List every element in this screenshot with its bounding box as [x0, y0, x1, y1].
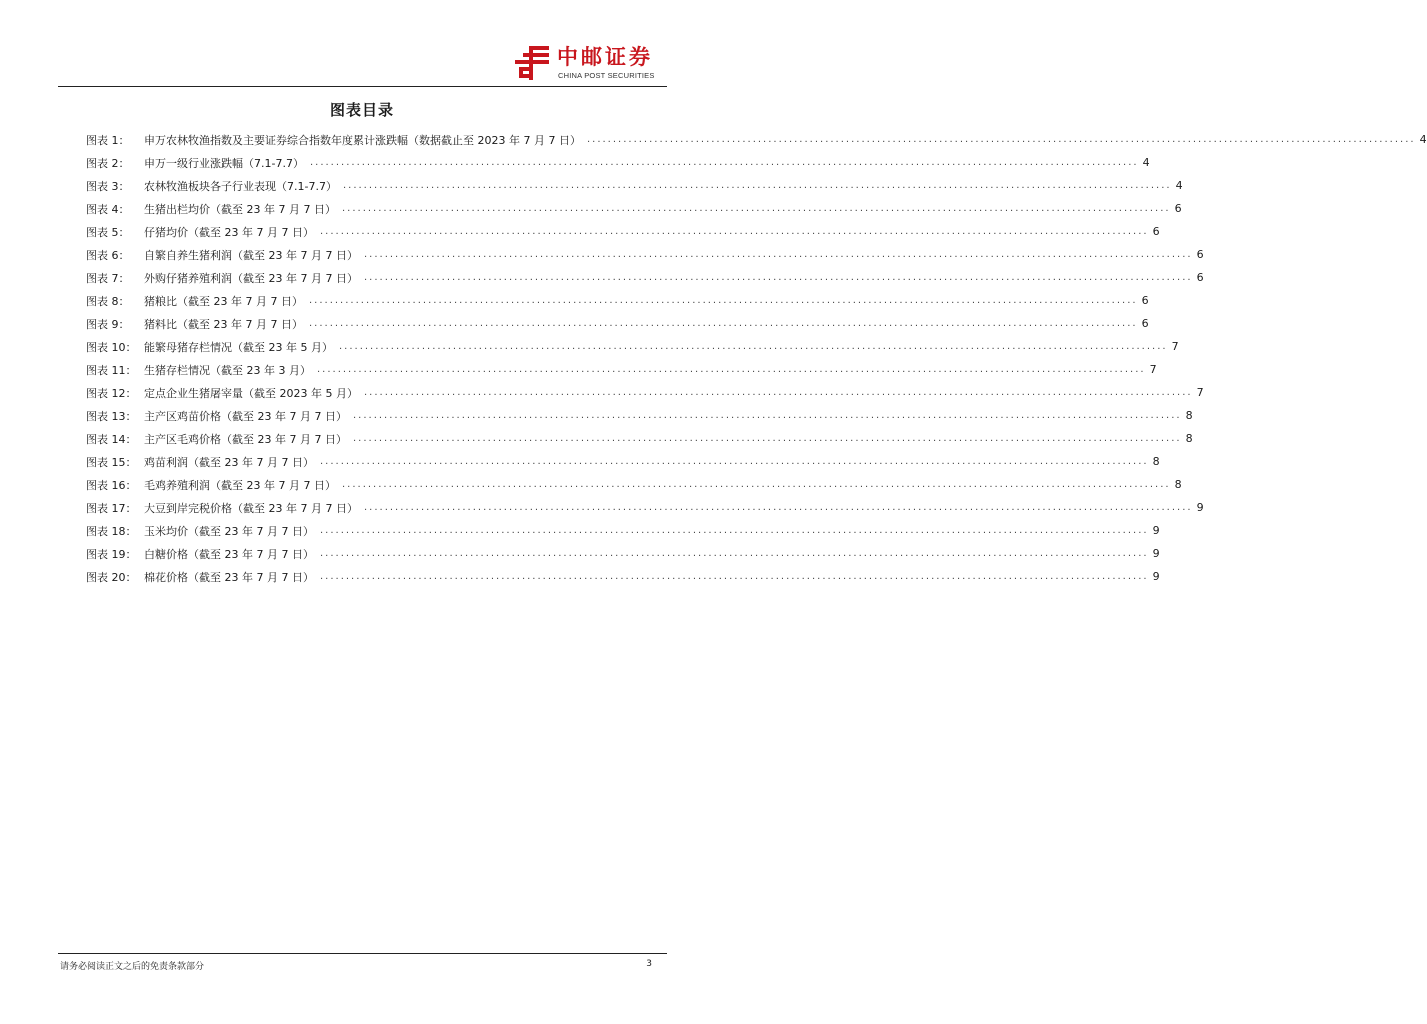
toc-entry[interactable]: [86, 473, 1182, 496]
toc-entry-page: 8: [1185, 432, 1193, 445]
toc-entry-label: 图表 20：: [86, 570, 137, 584]
toc-entry-title: 鸡苗利润（截至 23 年 7 月 7 日）: [144, 455, 314, 469]
toc-entry[interactable]: [86, 496, 1204, 519]
toc-entry-label: 图表 15：: [86, 455, 137, 469]
toc-dot-leader: ................................................................................................................................................................: [319, 525, 1149, 536]
toc-dot-leader: ................................................................................................................................................................: [309, 157, 1139, 168]
toc-entry-page: 4: [1419, 133, 1427, 146]
toc-entry-title: 白糖价格（截至 23 年 7 月 7 日）: [144, 547, 314, 561]
toc-entry-title: 仔猪均价（截至 23 年 7 月 7 日）: [144, 225, 314, 239]
toc-entry-title: 主产区毛鸡价格（截至 23 年 7 月 7 日）: [144, 432, 347, 446]
toc-entry-page: 6: [1196, 248, 1204, 261]
toc-entry-title: 猪料比（截至 23 年 7 月 7 日）: [144, 317, 303, 331]
toc-entry-page: 9: [1152, 547, 1160, 560]
toc-dot-leader: ................................................................................................................................................................: [586, 134, 1416, 145]
china-post-logo-icon: [513, 44, 551, 82]
toc-entry-title: 主产区鸡苗价格（截至 23 年 7 月 7 日）: [144, 409, 347, 423]
toc-title: 图表目录: [329, 101, 394, 119]
toc-dot-leader: ................................................................................................................................................................: [363, 249, 1193, 260]
toc-entry-page: 7: [1196, 386, 1204, 399]
toc-entry-title: 申万农林牧渔指数及主要证券综合指数年度累计涨跌幅（数据截止至 2023 年 7 月 7 日）: [144, 133, 581, 147]
toc-dot-leader: ................................................................................................................................................................: [342, 180, 1172, 191]
toc-entry-page: 7: [1149, 363, 1157, 376]
toc-dot-leader: ................................................................................................................................................................: [338, 341, 1168, 352]
toc-entry-title: 大豆到岸完税价格（截至 23 年 7 月 7 日）: [144, 501, 358, 515]
toc-dot-leader: ................................................................................................................................................................: [363, 502, 1193, 513]
toc-entry-page: 9: [1152, 524, 1160, 537]
toc-entry-label: 图表 3：: [86, 179, 130, 193]
toc-entry-page: 6: [1152, 225, 1160, 238]
toc-dot-leader: ................................................................................................................................................................: [319, 226, 1149, 237]
toc-entry-label: 图表 8：: [86, 294, 130, 308]
toc-entry-page: 6: [1196, 271, 1204, 284]
toc-entry[interactable]: [86, 220, 1160, 243]
toc-entry-label: 图表 2：: [86, 156, 130, 170]
toc-dot-leader: ................................................................................................................................................................: [341, 203, 1171, 214]
toc-entry[interactable]: [86, 519, 1160, 542]
toc-entry-title: 外购仔猪养殖利润（截至 23 年 7 月 7 日）: [144, 271, 358, 285]
toc-dot-leader: ................................................................................................................................................................: [341, 479, 1171, 490]
toc-entry[interactable]: [86, 381, 1204, 404]
company-logo: [513, 44, 669, 84]
toc-entry-label: 图表 11：: [86, 363, 137, 377]
toc-entry[interactable]: [86, 174, 1183, 197]
toc-entry[interactable]: [86, 266, 1204, 289]
toc-entry-label: 图表 14：: [86, 432, 137, 446]
toc-entry-label: 图表 17：: [86, 501, 137, 515]
toc-entry-label: 图表 1：: [86, 133, 130, 147]
toc-entry-title: 棉花价格（截至 23 年 7 月 7 日）: [144, 570, 314, 584]
toc-dot-leader: ................................................................................................................................................................: [319, 548, 1149, 559]
toc-entry-title: 自繁自养生猪利润（截至 23 年 7 月 7 日）: [144, 248, 358, 262]
toc-entry[interactable]: [86, 335, 1179, 358]
toc-entry-page: 6: [1174, 202, 1182, 215]
toc-entry-label: 图表 10：: [86, 340, 137, 354]
toc-dot-leader: ................................................................................................................................................................: [319, 571, 1149, 582]
toc-dot-leader: ................................................................................................................................................................: [308, 295, 1138, 306]
header-divider: [58, 86, 667, 87]
toc-entry[interactable]: [86, 358, 1157, 381]
toc-entry-label: 图表 12：: [86, 386, 137, 400]
toc-entry-page: 6: [1141, 317, 1149, 330]
toc-entry-title: 能繁母猪存栏情况（截至 23 年 5 月）: [144, 340, 333, 354]
toc-entry-page: 8: [1185, 409, 1193, 422]
toc-entry[interactable]: [86, 197, 1182, 220]
toc-entry-label: 图表 5：: [86, 225, 130, 239]
toc-entry-page: 4: [1175, 179, 1183, 192]
toc-dot-leader: ................................................................................................................................................................: [316, 364, 1146, 375]
toc-entry-title: 申万一级行业涨跌幅（7.1-7.7）: [144, 156, 304, 170]
toc-entry[interactable]: [86, 565, 1160, 588]
toc-dot-leader: ................................................................................................................................................................: [363, 387, 1193, 398]
toc-entry[interactable]: [86, 427, 1193, 450]
logo-english-name: CHINA POST SECURITIES: [558, 71, 655, 80]
toc-dot-leader: ................................................................................................................................................................: [352, 410, 1182, 421]
toc-dot-leader: ................................................................................................................................................................: [319, 456, 1149, 467]
toc-entry[interactable]: [86, 542, 1160, 565]
toc-entry[interactable]: [86, 151, 1150, 174]
toc-entry[interactable]: [86, 243, 1204, 266]
toc-list: [86, 128, 1427, 588]
toc-entry[interactable]: [86, 404, 1193, 427]
disclaimer-note: 请务必阅读正文之后的免责条款部分: [60, 962, 205, 972]
toc-entry[interactable]: [86, 312, 1149, 335]
toc-entry-page: 7: [1171, 340, 1179, 353]
toc-entry-page: 9: [1196, 501, 1204, 514]
toc-entry-label: 图表 4：: [86, 202, 130, 216]
toc-dot-leader: ................................................................................................................................................................: [363, 272, 1193, 283]
logo-chinese-name: 中邮证券: [557, 45, 653, 69]
toc-dot-leader: ................................................................................................................................................................: [308, 318, 1138, 329]
toc-entry-title: 毛鸡养殖利润（截至 23 年 7 月 7 日）: [144, 478, 336, 492]
toc-entry[interactable]: [86, 128, 1427, 151]
toc-entry-title: 猪粮比（截至 23 年 7 月 7 日）: [144, 294, 303, 308]
page-number: 3: [646, 959, 652, 969]
toc-entry-label: 图表 7：: [86, 271, 130, 285]
toc-entry-label: 图表 6：: [86, 248, 130, 262]
toc-entry-page: 9: [1152, 570, 1160, 583]
toc-entry-label: 图表 13：: [86, 409, 137, 423]
toc-entry-page: 6: [1141, 294, 1149, 307]
toc-entry[interactable]: [86, 450, 1160, 473]
toc-entry-page: 8: [1174, 478, 1182, 491]
toc-entry-title: 玉米均价（截至 23 年 7 月 7 日）: [144, 524, 314, 538]
toc-entry-label: 图表 18：: [86, 524, 137, 538]
toc-entry-title: 生猪出栏均价（截至 23 年 7 月 7 日）: [144, 202, 336, 216]
toc-entry-page: 8: [1152, 455, 1160, 468]
toc-entry-label: 图表 19：: [86, 547, 137, 561]
toc-entry[interactable]: [86, 289, 1149, 312]
toc-dot-leader: ................................................................................................................................................................: [352, 433, 1182, 444]
toc-entry-page: 4: [1142, 156, 1150, 169]
footer-divider: [58, 953, 667, 954]
toc-entry-title: 生猪存栏情况（截至 23 年 3 月）: [144, 363, 311, 377]
toc-entry-label: 图表 9：: [86, 317, 130, 331]
toc-entry-title: 定点企业生猪屠宰量（截至 2023 年 5 月）: [144, 386, 358, 400]
toc-entry-title: 农林牧渔板块各子行业表现（7.1-7.7）: [144, 179, 337, 193]
toc-entry-label: 图表 16：: [86, 478, 137, 492]
